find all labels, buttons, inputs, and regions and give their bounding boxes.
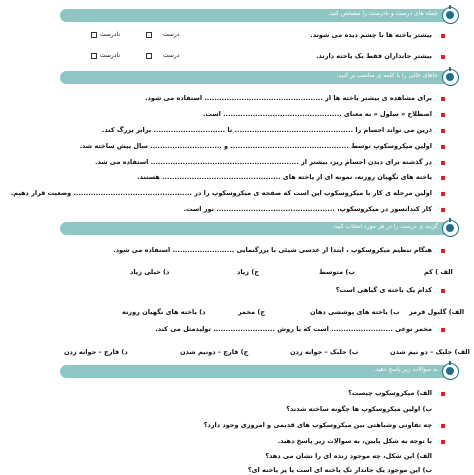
tf-false-label: نادرست: [100, 52, 120, 59]
tf-false-checkbox[interactable]: [91, 53, 97, 59]
qa-item-4: با توجه به شکل پایین، به سوالات زیر پاسخ دهید.: [277, 437, 432, 445]
bullet-icon: [441, 176, 445, 180]
tf-true-checkbox[interactable]: [146, 32, 152, 38]
section-1-banner: [60, 9, 446, 22]
section-3-badge-icon: [442, 220, 459, 237]
section-4-banner: [60, 365, 446, 378]
qa-item-3: چه تفاوتی وشباهتی بین میکروسکوپ های قدیمی و امروزی وجود دارد؟: [203, 421, 432, 429]
section-2-banner: [60, 71, 446, 84]
section-3-title: گزینه ی درست را در هر مورد انتخاب کنید.: [332, 223, 438, 230]
tf-item-1: بیشتر یاخته ها با چشم دیده می شوند.: [310, 31, 432, 39]
section-4-badge-icon: [442, 363, 459, 380]
mc-question-1: هنگام تنظیم میکروسکوپ ، ابتدا از عدسی شیئی با بزرگنمایی ......................... استفاده می شود.: [113, 246, 432, 254]
mc-q2-option-a[interactable]: الف) گلبول قرمز: [409, 308, 465, 316]
bullet-icon: [441, 97, 445, 101]
qa-item-6: ب) این موجود یک جاندار تک یاخته ای است یا پر یاخته ای؟: [247, 466, 432, 474]
bullet-icon: [441, 145, 445, 149]
qa-item-2: ب) اولین میکروسکوپ ها چگونه ساخته شدند؟: [286, 405, 432, 413]
tf-false-label: نادرست: [100, 31, 120, 38]
tf-true-label: درست: [163, 52, 180, 59]
mc-q3-option-d[interactable]: د) قارچ – جوانه زدن: [64, 348, 128, 356]
fill-item-8: کار کندانسور در میکروسکوپ، ................................................ نور است.: [183, 205, 432, 213]
bullet-icon: [441, 129, 445, 133]
bullet-icon: [441, 208, 445, 212]
bullet-icon: [441, 34, 445, 38]
tf-item-2: بیشتر جانداران فقط یک یاخته دارند.: [316, 52, 432, 60]
fill-item-4: اولین میکروسکوپ توسط ................................................ و ............................. سال پیش ساخته شد.: [79, 142, 432, 150]
fill-item-7: اولین مرحله ی کار با میکروسکوپ این است که صفحه ی میکروسکوپ را در ................................................ وضعیت قرار دهیم.: [10, 189, 432, 197]
tf-false-checkbox[interactable]: [91, 32, 97, 38]
mc-q1-option-c[interactable]: ج) زیاد: [237, 268, 259, 276]
fill-item-1: برای مشاهده ی بیشتر یاخته ها از ................................................ استفاده می شود.: [145, 94, 432, 102]
mc-q2-option-d[interactable]: د) یاخته های نگهبان روزنه: [122, 308, 206, 316]
bullet-icon: [441, 192, 445, 196]
mc-q2-option-c[interactable]: ج) مخمر: [238, 308, 266, 316]
bullet-icon: [441, 55, 445, 59]
fill-item-6: یاخته های نگهبان روزنه، نمونه ای از یاخته های ................................................ هستند.: [137, 173, 432, 181]
mc-q2-option-b[interactable]: ب) یاخته های پوششی دهان: [310, 308, 400, 316]
fill-item-2: اصطلاح « سلول » به معنای ................................................ است.: [202, 110, 432, 118]
mc-question-3: مخمر نوعی ......................... است که با روش ......................... تولیدمثل می کند.: [155, 325, 432, 333]
section-2-badge-icon: [442, 69, 459, 86]
mc-q3-option-a[interactable]: الف) جلبک – دو نیم شدن: [390, 348, 470, 356]
bullet-icon: [441, 440, 445, 444]
fill-item-5: در گذشته برای دیدن اجسام ریز، بیشتر از ............................................................ استفاده می شد.: [95, 158, 432, 166]
mc-q1-option-d[interactable]: د) خیلی زیاد: [130, 268, 170, 276]
tf-true-checkbox[interactable]: [146, 53, 152, 59]
section-4-title: به سوالات زیر پاسخ دهید.: [373, 366, 438, 373]
bullet-icon: [441, 328, 445, 332]
bullet-icon: [441, 289, 445, 293]
mc-q3-option-c[interactable]: ج) قارچ – دونیم شدن: [180, 348, 249, 356]
section-2-title: جاهای خالی را با کلمه ی مناسب پر کنید.: [336, 72, 438, 79]
mc-q1-option-a[interactable]: الف ) کم: [424, 268, 453, 276]
mc-question-2: کدام یک یاخته ی گیاهی است؟: [335, 286, 432, 294]
section-3-banner: [60, 222, 446, 235]
bullet-icon: [441, 161, 445, 165]
fill-item-3: ذرین می تواند اجسام را ................................................ تا ............................. برابر بزرگ کند.: [102, 126, 432, 134]
qa-item-5: الف) این شکل، چه موجود زنده ای را نشان می دهد؟: [265, 452, 432, 460]
bullet-icon: [441, 113, 445, 117]
bullet-icon: [441, 249, 445, 253]
section-1-title: جمله های درست و نادرست را مشخص کنید.: [327, 10, 438, 17]
bullet-icon: [441, 424, 445, 428]
qa-item-1: الف) میکروسکوپ چیست؟: [348, 389, 432, 397]
tf-true-label: درست: [163, 31, 180, 38]
section-1-badge-icon: [442, 7, 459, 24]
mc-q3-option-b[interactable]: ب) جلبک – جوانه زدن: [290, 348, 359, 356]
bullet-icon: [441, 392, 445, 396]
mc-q1-option-b[interactable]: ب) متوسط: [319, 268, 355, 276]
